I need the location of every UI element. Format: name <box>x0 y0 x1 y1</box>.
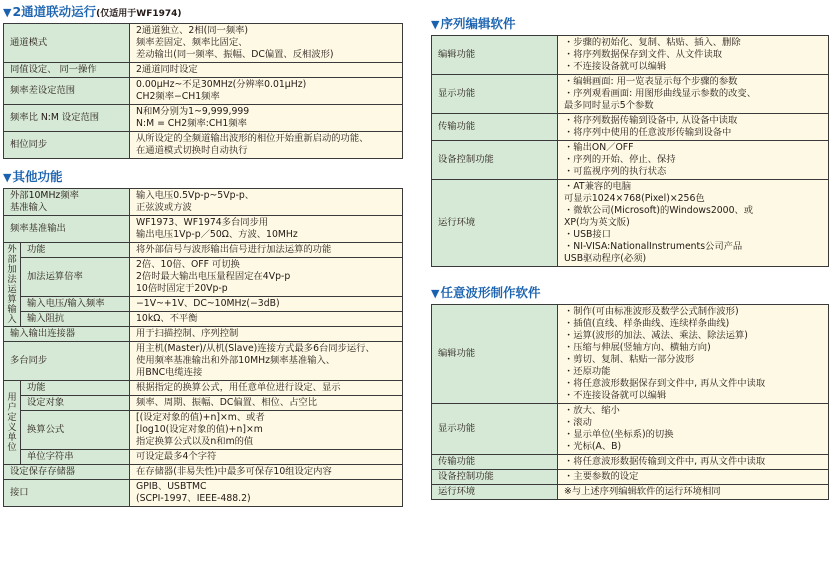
spec-key: 设备控制功能 <box>432 470 558 485</box>
spec-value <box>130 63 403 78</box>
table-row <box>4 396 403 411</box>
spec-line: ・压缩与伸展(竖轴方向、横轴方向) <box>564 342 711 353</box>
spec-line: ・主要参数的设定 <box>564 471 639 482</box>
group-label <box>4 381 21 465</box>
spec-line: ・AT兼容的电脑 <box>564 181 632 192</box>
section-title-text: 其他功能 <box>12 169 63 184</box>
spec-line: 差动输出(同一频率、振幅、DC偏置、反相波形) <box>136 49 334 60</box>
spec-line: USB驱动程序(必须) <box>564 253 647 264</box>
spec-table <box>3 23 403 159</box>
table-row <box>432 36 829 75</box>
spec-value <box>130 78 403 105</box>
spec-line: 正弦波或方波 <box>136 202 192 213</box>
spec-line: 基准输入 <box>10 202 48 213</box>
spec-value <box>130 243 403 258</box>
spec-value <box>558 485 829 500</box>
spec-key: 频率差设定范围 <box>4 78 130 105</box>
spec-key: 功能 <box>21 243 130 258</box>
spec-value <box>130 297 403 312</box>
spec-key: 运行环境 <box>432 180 558 267</box>
spec-line: ・将序列数据保存到文件、从文件读取 <box>564 49 723 60</box>
spec-line: CH2频率−CH1频率 <box>136 91 220 102</box>
table-row <box>4 297 403 312</box>
spec-key: 功能 <box>21 381 130 396</box>
spec-key: 设定保存存储器 <box>4 465 130 480</box>
spec-key: 加法运算倍率 <box>21 258 130 297</box>
spec-value <box>558 75 829 114</box>
spec-line: 在存储器(非易失性)中最多可保存10组设定内容 <box>136 466 332 477</box>
spec-line: [(设定对象的值)+n]×m、或者 <box>136 412 265 423</box>
spec-value <box>558 141 829 180</box>
triangle-icon: ▼ <box>431 18 440 31</box>
spec-line: 将外部信号与波形输出信号进行加法运算的功能 <box>136 244 332 255</box>
group-label <box>4 243 21 327</box>
spec-line: [log10(设定对象的值)+n]×m <box>136 424 263 435</box>
spec-line: 最多同时显示5个参数 <box>564 100 654 111</box>
spec-line: ・输出ON／OFF <box>564 142 634 153</box>
table-row <box>432 404 829 455</box>
spec-value <box>558 305 829 404</box>
spec-value <box>130 258 403 297</box>
spec-value <box>130 450 403 465</box>
spec-line: ・编辑画面: 用一览表显示每个步骤的参数 <box>564 76 738 87</box>
spec-value <box>130 465 403 480</box>
spec-line: (SCPI-1997、IEEE-488.2) <box>136 493 251 504</box>
spec-value <box>130 480 403 507</box>
spec-key: 换算公式 <box>21 411 130 450</box>
spec-line: XP(均为英文版) <box>564 217 630 228</box>
spec-line: ・序列的开始、停止、保持 <box>564 154 676 165</box>
table-row <box>432 485 829 500</box>
spec-key: 相位同步 <box>4 132 130 159</box>
spec-value <box>130 24 403 63</box>
spec-value <box>558 36 829 75</box>
spec-line: ・微软公司(Microsoft)的Windows2000、或 <box>564 205 754 216</box>
spec-line: ・还原功能 <box>564 366 611 377</box>
spec-line: ・剪切、复制、粘贴一部分波形 <box>564 354 695 365</box>
spec-line: 0.00μHz~不足30MHz(分辨率0.01μHz) <box>136 79 307 90</box>
group-label-text: 用户定义单位 <box>7 391 17 453</box>
spec-key: 频率比 N:M 设定范围 <box>4 105 130 132</box>
spec-value <box>130 105 403 132</box>
spec-line: 用BNC电缆连接 <box>136 367 203 378</box>
spec-value <box>558 404 829 455</box>
triangle-icon: ▼ <box>431 287 440 300</box>
table-row <box>432 75 829 114</box>
table-row <box>4 450 403 465</box>
section-title <box>3 4 403 22</box>
spec-line: ・将任意波形数据保存到文件中, 再从文件中读取 <box>564 378 766 389</box>
spec-line: 用于扫描控制、序列控制 <box>136 328 239 339</box>
spec-line: 在通道模式切换时自动执行 <box>136 145 248 156</box>
section-title <box>3 169 403 187</box>
table-row <box>4 63 403 78</box>
spec-key: 单位字符串 <box>21 450 130 465</box>
left-column <box>3 0 403 507</box>
table-row <box>4 132 403 159</box>
table-row <box>4 327 403 342</box>
spec-value <box>558 114 829 141</box>
spec-table <box>431 35 829 267</box>
spec-line: 2通道同时设定 <box>136 64 198 75</box>
spec-line: −1V~+1V、DC~10MHz(−3dB) <box>136 298 280 309</box>
spec-line: 指定换算公式以及n和m的值 <box>136 436 254 447</box>
spec-line: ・将任意波形数据传输到文件中, 再从文件中读取 <box>564 456 766 467</box>
triangle-icon: ▼ <box>3 6 12 19</box>
spec-value <box>130 342 403 381</box>
spec-key: 传输功能 <box>432 455 558 470</box>
spec-line: ・NI-VISA:NationalInstruments公司产品 <box>564 241 743 252</box>
spec-key <box>4 189 130 216</box>
spec-line: ・插值(直线、样条曲线、连续样条曲线) <box>564 318 730 329</box>
spec-key: 编辑功能 <box>432 36 558 75</box>
spec-line: ・不连接设备就可以编辑 <box>564 390 667 401</box>
spec-line: ・显示单位(坐标系)的切换 <box>564 429 674 440</box>
table-row <box>4 105 403 132</box>
spec-line: ・步骤的初始化、复制、粘贴、插入、删除 <box>564 37 741 48</box>
spec-line: 2倍、10倍、OFF 可切换 <box>136 259 240 270</box>
spec-key: 同值设定、 同一操作 <box>4 63 130 78</box>
spec-key: 通道模式 <box>4 24 130 63</box>
spec-line: ・将序列中使用的任意波形传输到设备中 <box>564 127 732 138</box>
spec-line: 10kΩ、不平衡 <box>136 313 198 324</box>
spec-line: ・序列观看画面: 用图形曲线显示参数的改变、 <box>564 88 757 99</box>
spec-line: ・制作(可由标准波形及数学公式制作波形) <box>564 306 739 317</box>
spec-key: 显示功能 <box>432 404 558 455</box>
spec-key: 运行环境 <box>432 485 558 500</box>
spec-line: WF1973、WF1974多台同步用 <box>136 217 269 228</box>
spec-key: 输入阻抗 <box>21 312 130 327</box>
table-row <box>4 189 403 216</box>
table-row <box>4 480 403 507</box>
spec-line: 可显示1024×768(Pixel)×256色 <box>564 193 705 204</box>
spec-line: 用主机(Master)/从机(Slave)连接方式最多6台同步运行、 <box>136 343 375 354</box>
spec-line: ・滚动 <box>564 417 592 428</box>
spec-value <box>130 216 403 243</box>
spec-key: 设定对象 <box>21 396 130 411</box>
triangle-icon: ▼ <box>3 171 12 184</box>
spec-line: GPIB、USBTMC <box>136 481 207 492</box>
table-row <box>432 470 829 485</box>
spec-value <box>558 455 829 470</box>
table-row <box>4 216 403 243</box>
table-row <box>432 141 829 180</box>
spec-value <box>130 312 403 327</box>
spec-line: 根据指定的换算公式，用任意单位进行设定、显示 <box>136 382 341 393</box>
spec-line: 可设定最多4个字符 <box>136 451 217 462</box>
spec-line: ※与上述序列编辑软件的运行环境相同 <box>564 486 721 497</box>
spec-key: 编辑功能 <box>432 305 558 404</box>
spec-line: 输入电压0.5Vp-p~5Vp-p、 <box>136 190 255 201</box>
spec-value <box>130 396 403 411</box>
table-row <box>4 465 403 480</box>
spec-line: N和M分别为1~9,999,999 <box>136 106 250 117</box>
section-title-text: 任意波形制作软件 <box>440 285 541 300</box>
spec-line: ・光标(A、B) <box>564 441 622 452</box>
right-column <box>431 0 829 500</box>
spec-line: 外部10MHz频率 <box>10 190 79 201</box>
spec-value <box>558 180 829 267</box>
spec-value <box>558 470 829 485</box>
spec-line: ・放大、缩小 <box>564 405 620 416</box>
spec-key: 传输功能 <box>432 114 558 141</box>
table-row <box>4 342 403 381</box>
spec-key: 多台同步 <box>4 342 130 381</box>
spec-line: 使用频率基准输出和外部10MHz频率基准输入、 <box>136 355 336 366</box>
section-note: (仅适用于WF1974) <box>96 9 182 19</box>
spec-value <box>130 132 403 159</box>
table-row <box>4 258 403 297</box>
table-row <box>4 381 403 396</box>
group-label-text: 外部加法运算输入 <box>7 243 17 325</box>
spec-key: 显示功能 <box>432 75 558 114</box>
table-row <box>4 24 403 63</box>
spec-key: 接口 <box>4 480 130 507</box>
table-row <box>4 78 403 105</box>
spec-value <box>130 411 403 450</box>
spec-table <box>431 304 829 500</box>
table-row <box>4 411 403 450</box>
spec-key: 频率基准输出 <box>4 216 130 243</box>
spec-key: 输入电压/输入频率 <box>21 297 130 312</box>
spec-line: 从所设定的全频道输出波形的相位开始重新启动的功能、 <box>136 133 369 144</box>
spec-line: ・不连接设备就可以编辑 <box>564 61 667 72</box>
spec-line: 2倍时最大输出电压量程固定在4Vp-p <box>136 271 291 282</box>
table-row <box>432 455 829 470</box>
section-title <box>431 285 829 303</box>
spec-line: ・运算(波形的加法、减法、乘法、除法运算) <box>564 330 748 341</box>
table-row <box>432 180 829 267</box>
table-row <box>4 243 403 258</box>
spec-line: 10倍时固定于20Vp-p <box>136 283 228 294</box>
table-row <box>432 305 829 404</box>
spec-line: ・将序列数据传输到设备中, 从设备中读取 <box>564 115 738 126</box>
section-title-text: 2通道联动运行 <box>12 4 97 19</box>
spec-line: ・可监视序列的执行状态 <box>564 166 667 177</box>
table-row <box>4 312 403 327</box>
spec-value <box>130 189 403 216</box>
section-title <box>431 16 829 34</box>
spec-value <box>130 327 403 342</box>
spec-table <box>3 188 403 507</box>
spec-line: 2通道独立、2相(同一频率) <box>136 25 249 36</box>
spec-key: 设备控制功能 <box>432 141 558 180</box>
spec-line: ・USB接口 <box>564 229 611 240</box>
spec-line: 频率差固定、频率比固定、 <box>136 37 248 48</box>
spec-line: 频率、周期、振幅、DC偏置、相位、占空比 <box>136 397 318 408</box>
section-title-text: 序列编辑软件 <box>440 16 516 31</box>
spec-key: 输入输出连接器 <box>4 327 130 342</box>
table-row <box>432 114 829 141</box>
spec-line: 输出电压1Vp-p／50Ω、方波、10MHz <box>136 229 298 240</box>
spec-value <box>130 381 403 396</box>
spec-line: N:M = CH2频率:CH1频率 <box>136 118 247 129</box>
